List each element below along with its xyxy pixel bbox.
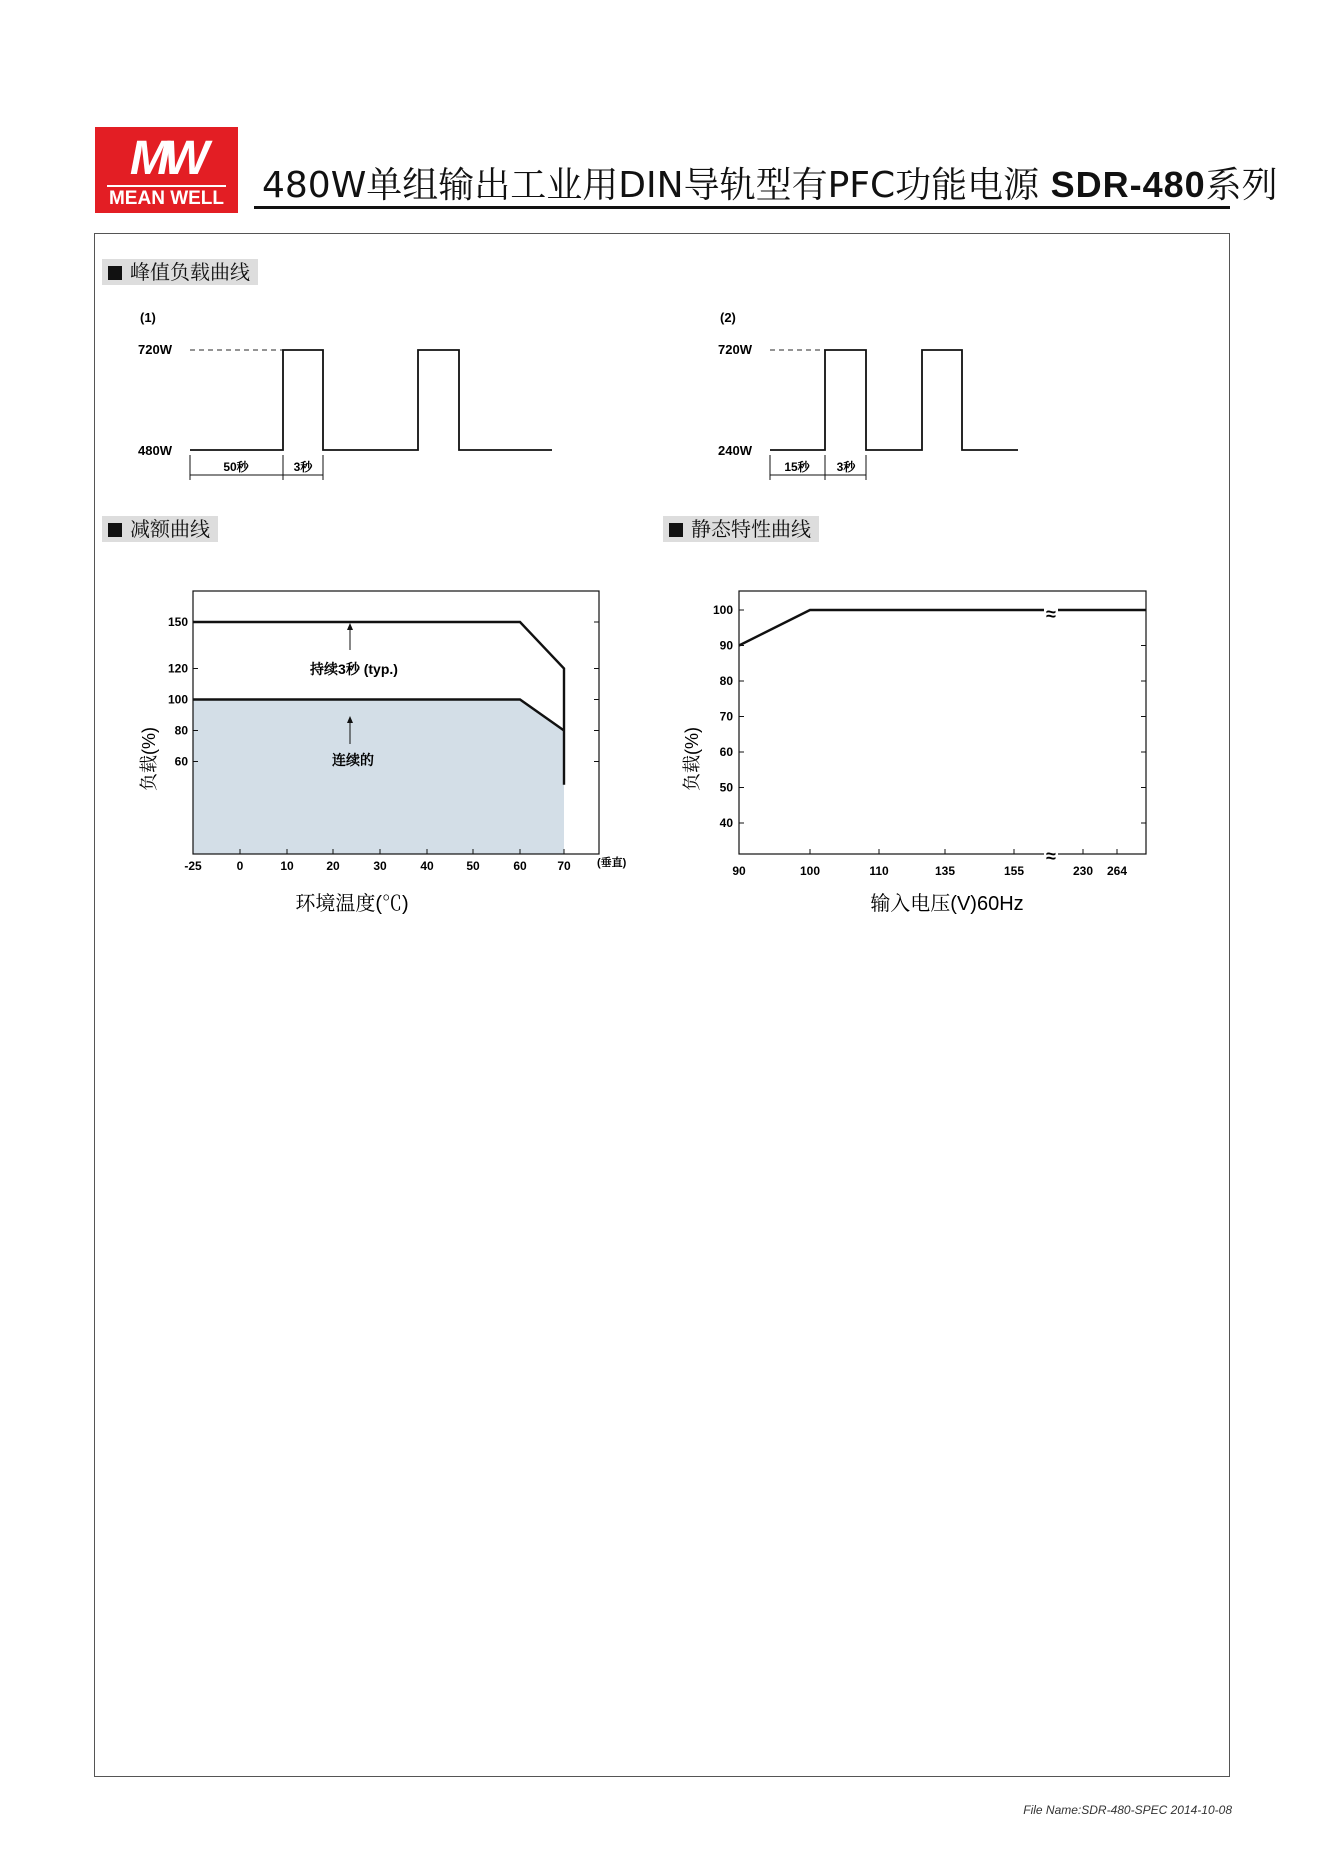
x-tick-label: 90: [732, 864, 746, 878]
base-level-label: 480W: [138, 443, 172, 458]
series-line-load: [739, 610, 1146, 646]
x-tick-label: 155: [1003, 864, 1025, 878]
y-tick-label: 60: [174, 754, 188, 769]
x-tick-label: 60: [513, 859, 527, 873]
title-model: SDR-480: [1050, 164, 1206, 205]
y-tick-label: 120: [167, 661, 188, 676]
y-tick-label: 50: [719, 780, 733, 795]
interval-b-label: 3秒: [836, 460, 856, 474]
logo-mark: MW: [129, 132, 204, 185]
logo-caption: MEAN WELL: [108, 188, 225, 209]
y-tick-label: 90: [719, 638, 733, 653]
x-tick-label: 40: [420, 859, 434, 873]
section-title: 峰值负载曲线: [130, 260, 250, 284]
x-axis-label: 输入电压(V)60Hz: [870, 893, 1024, 915]
title-suffix: 系列: [1205, 165, 1278, 206]
x-tick-label: 30: [373, 859, 387, 873]
x-tick-label: 10: [280, 859, 294, 873]
x-tick-label: -25: [184, 859, 202, 873]
axis-break-icon: ≈: [1046, 604, 1056, 624]
axis-ticks: [713, 603, 1146, 878]
y-tick-label: 150: [167, 615, 188, 629]
y-axis-label: 负载(%): [682, 727, 702, 791]
y-tick-label: 100: [712, 603, 733, 617]
x-axis-label: 环境温度(℃): [295, 893, 409, 915]
y-tick-label: 40: [719, 816, 733, 830]
y-axis-label: 负载(%): [139, 727, 159, 791]
y-tick-label: 60: [719, 745, 733, 759]
annotation-continuous: 连续的: [332, 752, 374, 768]
diagram-label: (2): [720, 310, 736, 325]
plot-frame: [739, 591, 1146, 854]
x-tick-label: 264: [1106, 864, 1128, 878]
peak-level-label: 720W: [138, 342, 172, 357]
axis-break-icon: ≈: [1046, 846, 1056, 866]
section-title: 减额曲线: [130, 517, 210, 541]
x-tick-label: 230: [1072, 864, 1094, 878]
x-tick-label: 135: [934, 864, 956, 878]
x-tick-label: 100: [799, 864, 821, 878]
interval-a-label: 15秒: [784, 460, 810, 474]
y-tick-label: 80: [719, 674, 733, 688]
interval-b-label: 3秒: [293, 460, 313, 474]
section-title: 静态特性曲线: [691, 517, 811, 541]
x-tick-label: 70: [557, 859, 571, 873]
y-tick-label: 80: [174, 723, 188, 738]
diagram-label: (1): [140, 310, 156, 325]
title-prefix: 480W单组输出工业用DIN导轨型有PFC功能电源: [262, 165, 1051, 206]
peak-level-label: 720W: [718, 342, 752, 357]
annotation-peak: 持续3秒 (typ.): [310, 661, 398, 677]
base-level-label: 240W: [718, 443, 752, 458]
interval-a-label: 50秒: [223, 460, 249, 474]
x-tick-label: 110: [869, 864, 889, 878]
footer-filename: File Name:SDR-480-SPEC 2014-10-08: [1023, 1803, 1232, 1817]
x-tick-label: 0: [236, 859, 244, 873]
x-axis-suffix: (垂直): [597, 857, 627, 869]
y-tick-label: 100: [167, 692, 188, 707]
y-tick-label: 70: [719, 709, 733, 724]
x-tick-label: 20: [326, 859, 340, 873]
x-tick-label: 50: [466, 859, 480, 873]
